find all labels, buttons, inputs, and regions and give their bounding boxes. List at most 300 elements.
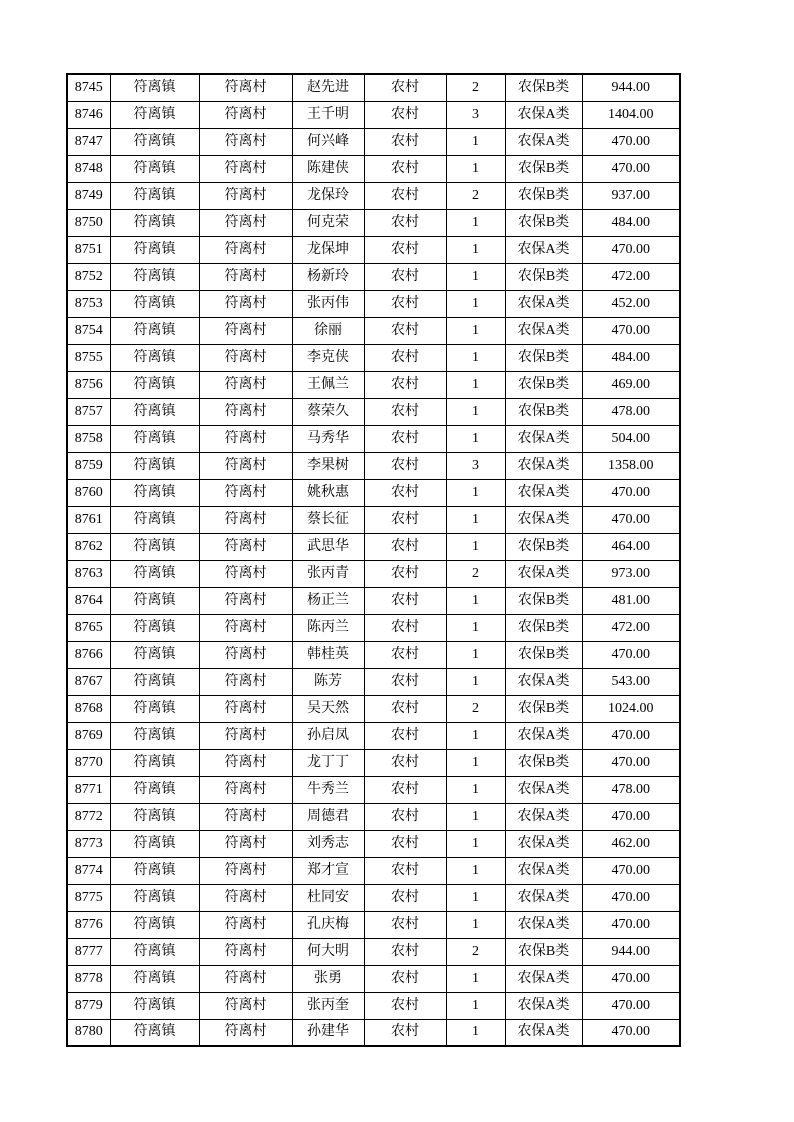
cell-residence: 农村 (364, 263, 446, 290)
cell-count: 1 (446, 398, 505, 425)
cell-count: 1 (446, 803, 505, 830)
cell-amount: 937.00 (582, 182, 680, 209)
cell-amount: 470.00 (582, 911, 680, 938)
cell-count: 1 (446, 911, 505, 938)
cell-count: 1 (446, 884, 505, 911)
cell-count: 1 (446, 614, 505, 641)
cell-serial: 8758 (67, 425, 110, 452)
cell-category: 农保B类 (505, 533, 582, 560)
cell-name: 蔡荣久 (292, 398, 364, 425)
cell-serial: 8751 (67, 236, 110, 263)
cell-residence: 农村 (364, 722, 446, 749)
cell-serial: 8778 (67, 965, 110, 992)
cell-town: 符离镇 (110, 749, 199, 776)
cell-residence: 农村 (364, 398, 446, 425)
cell-count: 1 (446, 1019, 505, 1046)
table-row (67, 614, 680, 641)
cell-serial: 8767 (67, 668, 110, 695)
cell-residence: 农村 (364, 1019, 446, 1046)
cell-village: 符离村 (199, 425, 292, 452)
table-row (67, 452, 680, 479)
cell-town: 符离镇 (110, 452, 199, 479)
cell-name: 郑才宣 (292, 857, 364, 884)
cell-amount: 470.00 (582, 803, 680, 830)
cell-count: 3 (446, 101, 505, 128)
cell-residence: 农村 (364, 884, 446, 911)
cell-category: 农保B类 (505, 344, 582, 371)
cell-residence: 农村 (364, 236, 446, 263)
cell-serial: 8771 (67, 776, 110, 803)
table-row (67, 128, 680, 155)
cell-category: 农保B类 (505, 587, 582, 614)
table-row (67, 668, 680, 695)
cell-town: 符离镇 (110, 425, 199, 452)
cell-residence: 农村 (364, 857, 446, 884)
cell-serial: 8763 (67, 560, 110, 587)
cell-name: 张丙奎 (292, 992, 364, 1019)
cell-village: 符离村 (199, 992, 292, 1019)
cell-residence: 农村 (364, 344, 446, 371)
cell-amount: 944.00 (582, 74, 680, 101)
cell-count: 1 (446, 371, 505, 398)
cell-residence: 农村 (364, 560, 446, 587)
cell-amount: 470.00 (582, 1019, 680, 1046)
cell-residence: 农村 (364, 776, 446, 803)
cell-count: 1 (446, 965, 505, 992)
cell-count: 3 (446, 452, 505, 479)
cell-residence: 农村 (364, 317, 446, 344)
cell-name: 王千明 (292, 101, 364, 128)
cell-residence: 农村 (364, 695, 446, 722)
cell-serial: 8760 (67, 479, 110, 506)
cell-town: 符离镇 (110, 992, 199, 1019)
table-row (67, 533, 680, 560)
cell-name: 龙保玲 (292, 182, 364, 209)
cell-town: 符离镇 (110, 344, 199, 371)
cell-town: 符离镇 (110, 236, 199, 263)
cell-name: 孙建华 (292, 1019, 364, 1046)
cell-amount: 470.00 (582, 722, 680, 749)
cell-name: 陈丙兰 (292, 614, 364, 641)
cell-count: 1 (446, 155, 505, 182)
table-row (67, 884, 680, 911)
cell-name: 张勇 (292, 965, 364, 992)
cell-town: 符离镇 (110, 911, 199, 938)
cell-name: 牛秀兰 (292, 776, 364, 803)
cell-name: 龙保坤 (292, 236, 364, 263)
cell-name: 韩桂英 (292, 641, 364, 668)
cell-amount: 944.00 (582, 938, 680, 965)
table-row (67, 938, 680, 965)
cell-category: 农保A类 (505, 992, 582, 1019)
table-row (67, 74, 680, 101)
cell-name: 何大明 (292, 938, 364, 965)
cell-amount: 470.00 (582, 992, 680, 1019)
cell-amount: 470.00 (582, 641, 680, 668)
cell-name: 杨正兰 (292, 587, 364, 614)
cell-serial: 8759 (67, 452, 110, 479)
table-row (67, 425, 680, 452)
cell-count: 1 (446, 992, 505, 1019)
cell-village: 符离村 (199, 776, 292, 803)
cell-amount: 1404.00 (582, 101, 680, 128)
cell-residence: 农村 (364, 182, 446, 209)
table-row (67, 506, 680, 533)
cell-count: 1 (446, 722, 505, 749)
cell-residence: 农村 (364, 452, 446, 479)
cell-count: 2 (446, 695, 505, 722)
cell-village: 符离村 (199, 641, 292, 668)
cell-category: 农保A类 (505, 776, 582, 803)
table-row (67, 371, 680, 398)
table-row (67, 290, 680, 317)
cell-count: 1 (446, 506, 505, 533)
cell-name: 王佩兰 (292, 371, 364, 398)
cell-village: 符离村 (199, 533, 292, 560)
cell-category: 农保A类 (505, 965, 582, 992)
cell-town: 符离镇 (110, 209, 199, 236)
cell-village: 符离村 (199, 1019, 292, 1046)
cell-serial: 8753 (67, 290, 110, 317)
table-row (67, 398, 680, 425)
cell-residence: 农村 (364, 668, 446, 695)
cell-count: 1 (446, 425, 505, 452)
cell-serial: 8772 (67, 803, 110, 830)
cell-count: 1 (446, 317, 505, 344)
table-row (67, 182, 680, 209)
cell-residence: 农村 (364, 965, 446, 992)
cell-category: 农保B类 (505, 182, 582, 209)
cell-count: 1 (446, 830, 505, 857)
cell-residence: 农村 (364, 74, 446, 101)
cell-village: 符离村 (199, 263, 292, 290)
cell-village: 符离村 (199, 884, 292, 911)
cell-count: 1 (446, 668, 505, 695)
cell-name: 何兴峰 (292, 128, 364, 155)
cell-village: 符离村 (199, 344, 292, 371)
cell-serial: 8747 (67, 128, 110, 155)
cell-category: 农保A类 (505, 290, 582, 317)
table-row (67, 992, 680, 1019)
cell-village: 符离村 (199, 128, 292, 155)
cell-amount: 472.00 (582, 614, 680, 641)
cell-amount: 470.00 (582, 965, 680, 992)
cell-village: 符离村 (199, 857, 292, 884)
cell-serial: 8750 (67, 209, 110, 236)
table-row (67, 695, 680, 722)
cell-town: 符离镇 (110, 263, 199, 290)
cell-residence: 农村 (364, 992, 446, 1019)
cell-category: 农保A类 (505, 803, 582, 830)
cell-village: 符离村 (199, 830, 292, 857)
cell-amount: 469.00 (582, 371, 680, 398)
table-row (67, 479, 680, 506)
cell-count: 1 (446, 857, 505, 884)
cell-residence: 农村 (364, 290, 446, 317)
cell-name: 杨新玲 (292, 263, 364, 290)
cell-town: 符离镇 (110, 695, 199, 722)
cell-residence: 农村 (364, 371, 446, 398)
cell-town: 符离镇 (110, 938, 199, 965)
cell-village: 符离村 (199, 290, 292, 317)
cell-category: 农保B类 (505, 209, 582, 236)
cell-village: 符离村 (199, 668, 292, 695)
cell-village: 符离村 (199, 155, 292, 182)
cell-name: 马秀华 (292, 425, 364, 452)
cell-amount: 470.00 (582, 479, 680, 506)
cell-name: 张丙青 (292, 560, 364, 587)
table-row (67, 587, 680, 614)
cell-count: 2 (446, 182, 505, 209)
cell-town: 符离镇 (110, 506, 199, 533)
table-row (67, 236, 680, 263)
cell-residence: 农村 (364, 506, 446, 533)
cell-residence: 农村 (364, 911, 446, 938)
cell-residence: 农村 (364, 830, 446, 857)
cell-village: 符离村 (199, 614, 292, 641)
cell-serial: 8746 (67, 101, 110, 128)
cell-amount: 470.00 (582, 749, 680, 776)
cell-town: 符离镇 (110, 128, 199, 155)
cell-amount: 1024.00 (582, 695, 680, 722)
cell-count: 2 (446, 74, 505, 101)
cell-residence: 农村 (364, 479, 446, 506)
cell-serial: 8780 (67, 1019, 110, 1046)
cell-residence: 农村 (364, 101, 446, 128)
cell-serial: 8776 (67, 911, 110, 938)
cell-village: 符离村 (199, 236, 292, 263)
cell-village: 符离村 (199, 965, 292, 992)
cell-count: 1 (446, 533, 505, 560)
table-row (67, 560, 680, 587)
table-row (67, 344, 680, 371)
cell-name: 周德君 (292, 803, 364, 830)
cell-serial: 8773 (67, 830, 110, 857)
table-row (67, 722, 680, 749)
cell-serial: 8748 (67, 155, 110, 182)
cell-name: 孔庆梅 (292, 911, 364, 938)
cell-category: 农保A类 (505, 1019, 582, 1046)
table-row (67, 209, 680, 236)
cell-serial: 8768 (67, 695, 110, 722)
cell-serial: 8777 (67, 938, 110, 965)
cell-town: 符离镇 (110, 857, 199, 884)
cell-amount: 484.00 (582, 344, 680, 371)
cell-amount: 504.00 (582, 425, 680, 452)
cell-count: 1 (446, 209, 505, 236)
cell-count: 1 (446, 344, 505, 371)
cell-town: 符离镇 (110, 668, 199, 695)
cell-town: 符离镇 (110, 560, 199, 587)
table-row (67, 155, 680, 182)
cell-name: 何克荣 (292, 209, 364, 236)
cell-village: 符离村 (199, 911, 292, 938)
cell-amount: 1358.00 (582, 452, 680, 479)
cell-name: 吴天然 (292, 695, 364, 722)
cell-village: 符离村 (199, 317, 292, 344)
cell-category: 农保A类 (505, 479, 582, 506)
cell-count: 1 (446, 479, 505, 506)
cell-name: 刘秀志 (292, 830, 364, 857)
cell-count: 1 (446, 749, 505, 776)
cell-amount: 470.00 (582, 506, 680, 533)
cell-name: 蔡长征 (292, 506, 364, 533)
cell-town: 符离镇 (110, 776, 199, 803)
cell-name: 孙启凤 (292, 722, 364, 749)
cell-category: 农保B类 (505, 263, 582, 290)
cell-town: 符离镇 (110, 884, 199, 911)
cell-village: 符离村 (199, 479, 292, 506)
cell-serial: 8765 (67, 614, 110, 641)
cell-category: 农保A类 (505, 830, 582, 857)
cell-residence: 农村 (364, 803, 446, 830)
cell-village: 符离村 (199, 938, 292, 965)
cell-amount: 462.00 (582, 830, 680, 857)
cell-category: 农保B类 (505, 614, 582, 641)
cell-residence: 农村 (364, 128, 446, 155)
cell-category: 农保B类 (505, 938, 582, 965)
cell-serial: 8764 (67, 587, 110, 614)
cell-serial: 8745 (67, 74, 110, 101)
cell-serial: 8749 (67, 182, 110, 209)
cell-amount: 470.00 (582, 236, 680, 263)
cell-town: 符离镇 (110, 101, 199, 128)
cell-amount: 470.00 (582, 155, 680, 182)
cell-town: 符离镇 (110, 290, 199, 317)
cell-village: 符离村 (199, 452, 292, 479)
cell-residence: 农村 (364, 425, 446, 452)
cell-serial: 8754 (67, 317, 110, 344)
table-row (67, 263, 680, 290)
cell-residence: 农村 (364, 749, 446, 776)
cell-town: 符离镇 (110, 587, 199, 614)
cell-name: 陈建侠 (292, 155, 364, 182)
cell-category: 农保B类 (505, 74, 582, 101)
cell-category: 农保B类 (505, 371, 582, 398)
cell-amount: 481.00 (582, 587, 680, 614)
cell-town: 符离镇 (110, 155, 199, 182)
cell-count: 1 (446, 236, 505, 263)
cell-category: 农保A类 (505, 722, 582, 749)
cell-name: 张丙伟 (292, 290, 364, 317)
cell-serial: 8761 (67, 506, 110, 533)
cell-village: 符离村 (199, 74, 292, 101)
cell-town: 符离镇 (110, 614, 199, 641)
table-body (67, 74, 680, 1046)
table-row (67, 830, 680, 857)
cell-town: 符离镇 (110, 722, 199, 749)
cell-amount: 973.00 (582, 560, 680, 587)
cell-amount: 543.00 (582, 668, 680, 695)
table-row (67, 776, 680, 803)
cell-count: 2 (446, 938, 505, 965)
cell-serial: 8762 (67, 533, 110, 560)
cell-category: 农保A类 (505, 317, 582, 344)
cell-amount: 470.00 (582, 317, 680, 344)
table-row (67, 803, 680, 830)
table-row (67, 857, 680, 884)
cell-name: 陈芳 (292, 668, 364, 695)
cell-town: 符离镇 (110, 182, 199, 209)
cell-category: 农保A类 (505, 236, 582, 263)
cell-residence: 农村 (364, 155, 446, 182)
cell-amount: 470.00 (582, 128, 680, 155)
cell-amount: 472.00 (582, 263, 680, 290)
cell-village: 符离村 (199, 506, 292, 533)
cell-residence: 农村 (364, 614, 446, 641)
cell-serial: 8757 (67, 398, 110, 425)
cell-village: 符离村 (199, 695, 292, 722)
cell-category: 农保B类 (505, 641, 582, 668)
cell-serial: 8779 (67, 992, 110, 1019)
cell-town: 符离镇 (110, 74, 199, 101)
cell-category: 农保A类 (505, 425, 582, 452)
table-row (67, 317, 680, 344)
cell-serial: 8755 (67, 344, 110, 371)
cell-town: 符离镇 (110, 317, 199, 344)
cell-count: 1 (446, 587, 505, 614)
cell-residence: 农村 (364, 533, 446, 560)
cell-town: 符离镇 (110, 965, 199, 992)
cell-village: 符离村 (199, 209, 292, 236)
cell-amount: 478.00 (582, 776, 680, 803)
table-row (67, 911, 680, 938)
table-row (67, 641, 680, 668)
cell-town: 符离镇 (110, 479, 199, 506)
cell-category: 农保A类 (505, 506, 582, 533)
cell-residence: 农村 (364, 938, 446, 965)
cell-residence: 农村 (364, 209, 446, 236)
cell-count: 1 (446, 263, 505, 290)
cell-village: 符离村 (199, 398, 292, 425)
cell-serial: 8774 (67, 857, 110, 884)
cell-residence: 农村 (364, 641, 446, 668)
cell-village: 符离村 (199, 749, 292, 776)
cell-category: 农保A类 (505, 101, 582, 128)
cell-town: 符离镇 (110, 1019, 199, 1046)
cell-town: 符离镇 (110, 398, 199, 425)
cell-residence: 农村 (364, 587, 446, 614)
cell-name: 李果树 (292, 452, 364, 479)
cell-village: 符离村 (199, 182, 292, 209)
cell-serial: 8770 (67, 749, 110, 776)
cell-village: 符离村 (199, 587, 292, 614)
cell-village: 符离村 (199, 101, 292, 128)
cell-name: 赵先进 (292, 74, 364, 101)
cell-name: 武思华 (292, 533, 364, 560)
cell-town: 符离镇 (110, 641, 199, 668)
cell-category: 农保A类 (505, 452, 582, 479)
cell-category: 农保B类 (505, 749, 582, 776)
cell-category: 农保A类 (505, 668, 582, 695)
cell-count: 1 (446, 776, 505, 803)
cell-village: 符离村 (199, 560, 292, 587)
cell-category: 农保A类 (505, 128, 582, 155)
cell-serial: 8769 (67, 722, 110, 749)
cell-town: 符离镇 (110, 371, 199, 398)
cell-count: 1 (446, 641, 505, 668)
cell-name: 龙丁丁 (292, 749, 364, 776)
cell-amount: 464.00 (582, 533, 680, 560)
cell-count: 1 (446, 128, 505, 155)
cell-village: 符离村 (199, 722, 292, 749)
cell-amount: 470.00 (582, 857, 680, 884)
cell-village: 符离村 (199, 371, 292, 398)
cell-category: 农保A类 (505, 884, 582, 911)
cell-category: 农保B类 (505, 695, 582, 722)
table-row (67, 965, 680, 992)
cell-name: 李克侠 (292, 344, 364, 371)
